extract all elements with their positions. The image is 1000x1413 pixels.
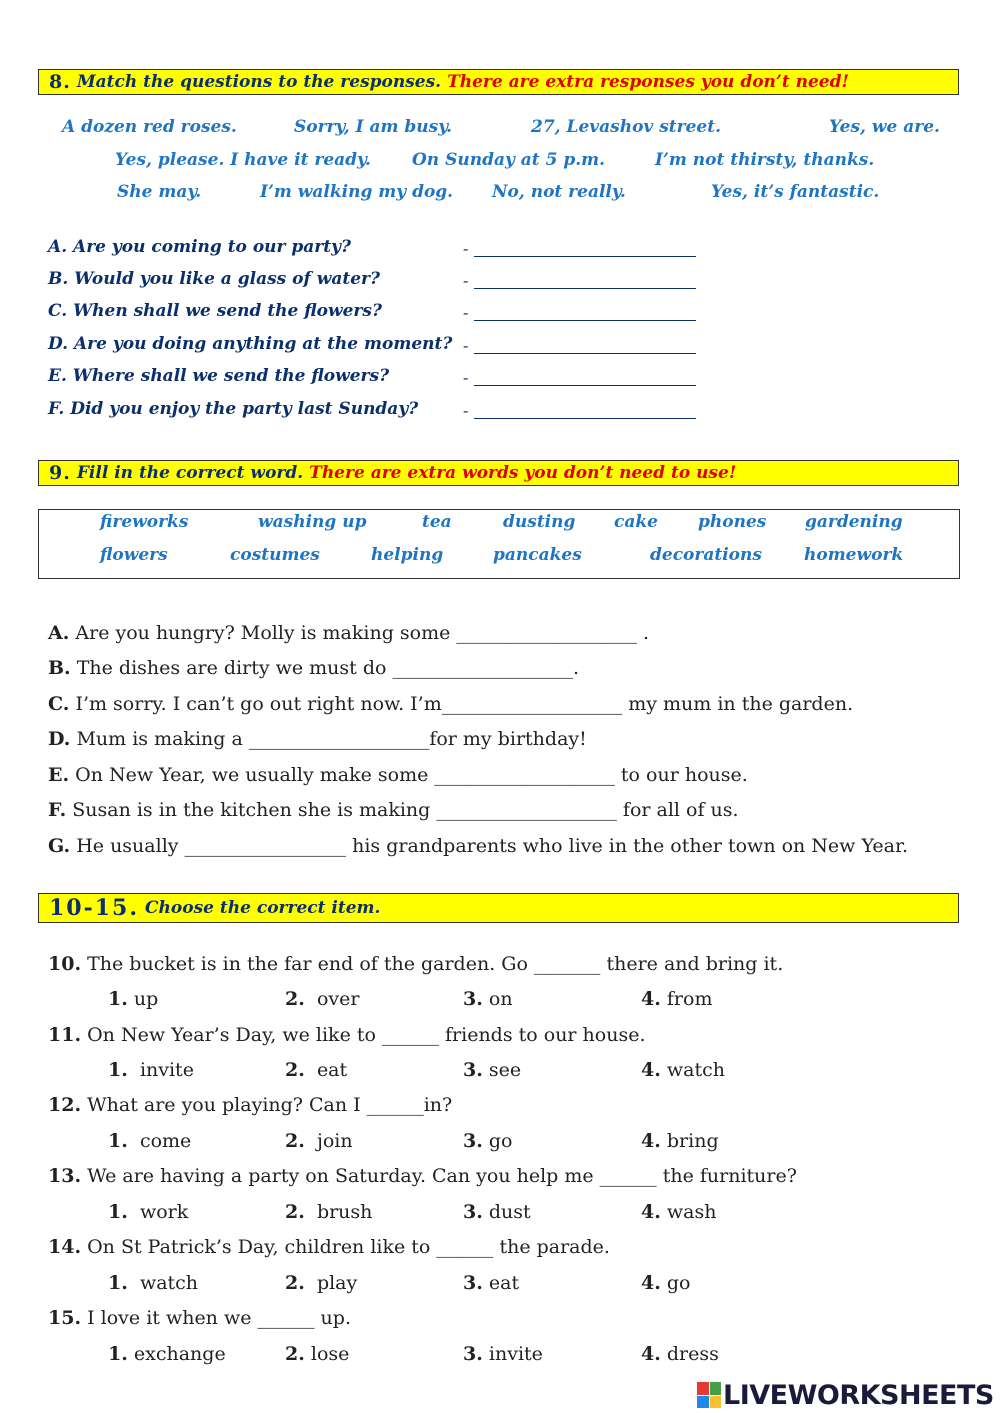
question-item: D. Are you doing anything at the moment?	[48, 334, 453, 354]
option-2[interactable]	[285, 1130, 353, 1152]
response-item[interactable]: Yes, please. I have it ready.	[115, 150, 371, 170]
question-item: F. Did you enjoy the party last Sunday?	[48, 399, 419, 419]
answer-dash: -	[463, 239, 469, 258]
word-bank-item[interactable]: fireworks	[100, 512, 189, 532]
option-2[interactable]	[285, 1059, 347, 1081]
section-instruction: Choose the correct item.	[145, 898, 381, 918]
option-text: play	[316, 1272, 358, 1294]
question-item	[48, 1236, 610, 1258]
question-text: The bucket is in the far end of the garden. Go _______ there and bring it.	[87, 953, 784, 975]
sentence-item[interactable]	[48, 835, 908, 857]
question-item: C. When shall we send the flowers?	[48, 301, 382, 321]
question-number: 10.	[48, 953, 82, 975]
option-text: go	[488, 1130, 513, 1152]
option-number: 2.	[285, 988, 305, 1010]
option-1[interactable]	[108, 988, 158, 1010]
answer-dash: -	[463, 336, 469, 355]
option-2[interactable]	[285, 1201, 372, 1223]
option-number: 3.	[463, 1272, 483, 1294]
sentence-letter: D.	[48, 728, 71, 750]
option-number: 1.	[108, 1201, 128, 1223]
question-text: On New Year’s Day, we like to ______ friends to our house.	[87, 1024, 646, 1046]
option-4[interactable]	[641, 1201, 716, 1223]
response-item[interactable]: On Sunday at 5 p.m.	[412, 150, 606, 170]
question-text: What are you playing? Can I ______in?	[87, 1094, 453, 1116]
option-number: 1.	[108, 988, 128, 1010]
section-warning: There are extra words you don’t need to use!	[309, 463, 737, 483]
option-number: 4.	[641, 1059, 661, 1081]
option-number: 4.	[641, 1130, 661, 1152]
option-text: eat	[316, 1059, 348, 1081]
option-2[interactable]	[285, 988, 359, 1010]
section-8-header	[38, 69, 959, 95]
option-1[interactable]	[108, 1201, 188, 1223]
option-3[interactable]	[463, 1059, 521, 1081]
option-2[interactable]	[285, 1272, 357, 1294]
sentence-item[interactable]	[48, 764, 748, 786]
answer-blank[interactable]	[474, 320, 696, 321]
word-bank-item[interactable]: pancakes	[493, 545, 582, 565]
response-item[interactable]: No, not really.	[492, 182, 626, 202]
logo-square	[697, 1396, 709, 1409]
option-number: 2.	[285, 1059, 305, 1081]
logo-square	[710, 1396, 722, 1409]
word-bank-item[interactable]: costumes	[230, 545, 320, 565]
option-3[interactable]	[463, 1343, 543, 1365]
question-item	[48, 1307, 351, 1329]
option-number: 3.	[463, 988, 483, 1010]
logo-square	[697, 1382, 709, 1395]
option-text: see	[488, 1059, 522, 1081]
sentence-text: On New Year, we usually make some ___________________ to our house.	[75, 764, 748, 786]
option-3[interactable]	[463, 1201, 531, 1223]
sentence-text: Mum is making a ___________________for my birthday!	[76, 728, 587, 750]
option-1[interactable]	[108, 1343, 226, 1365]
word-bank-item[interactable]: homework	[804, 545, 904, 565]
option-4[interactable]	[641, 1272, 691, 1294]
question-item: E. Where shall we send the flowers?	[48, 366, 390, 386]
option-4[interactable]	[641, 1059, 725, 1081]
response-item[interactable]: She may.	[117, 182, 202, 202]
question-number: 11.	[48, 1024, 82, 1046]
logo-square	[710, 1382, 722, 1395]
answer-dash: -	[463, 368, 469, 387]
option-1[interactable]	[108, 1272, 198, 1294]
option-number: 2.	[285, 1272, 305, 1294]
option-text: over	[316, 988, 360, 1010]
section-number: 9.	[49, 462, 71, 484]
response-item[interactable]: 27, Levashov street.	[531, 117, 722, 137]
option-number: 1.	[108, 1343, 128, 1365]
option-number: 4.	[641, 1272, 661, 1294]
option-text: work	[139, 1201, 189, 1223]
option-number: 4.	[641, 1201, 661, 1223]
response-item[interactable]: I’m not thirsty, thanks.	[655, 150, 875, 170]
sentence-letter: F.	[48, 799, 67, 821]
question-item	[48, 953, 783, 975]
sentence-text: The dishes are dirty we must do ___________________.	[76, 657, 580, 679]
option-text: invite	[488, 1343, 543, 1365]
logo-badge-icon	[697, 1382, 721, 1408]
word-bank-item[interactable]: helping	[371, 545, 444, 565]
question-number: 12.	[48, 1094, 82, 1116]
option-1[interactable]	[108, 1130, 191, 1152]
section-warning: There are extra responses you don’t need!	[447, 72, 849, 92]
section-instruction: Fill in the correct word.	[76, 463, 304, 483]
option-text: watch	[666, 1059, 725, 1081]
option-number: 1.	[108, 1059, 128, 1081]
option-number: 3.	[463, 1343, 483, 1365]
sentence-text: Susan is in the kitchen she is making ___________________ for all of us.	[72, 799, 739, 821]
question-item: B. Would you like a glass of water?	[48, 269, 380, 289]
section-number: 8.	[49, 71, 71, 93]
option-number: 2.	[285, 1130, 305, 1152]
question-text: I love it when we ______ up.	[87, 1307, 351, 1329]
option-3[interactable]	[463, 988, 513, 1010]
response-item[interactable]: A dozen red roses.	[62, 117, 237, 137]
word-bank-item[interactable]: cake	[614, 512, 658, 532]
option-1[interactable]	[108, 1059, 194, 1081]
option-text: join	[316, 1130, 353, 1152]
option-number: 2.	[285, 1201, 305, 1223]
word-bank-item[interactable]: gardening	[805, 512, 903, 532]
option-2[interactable]	[285, 1343, 349, 1365]
option-text: dress	[666, 1343, 719, 1365]
option-number: 1.	[108, 1272, 128, 1294]
question-item	[48, 1165, 797, 1187]
option-3[interactable]	[463, 1272, 519, 1294]
sentence-letter: A.	[48, 622, 70, 644]
question-text: On St Patrick’s Day, children like to ______ the parade.	[87, 1236, 610, 1258]
question-item: A. Are you coming to our party?	[48, 237, 351, 257]
answer-dash: -	[463, 303, 469, 322]
option-text: on	[488, 988, 513, 1010]
logo-text: LIVEWORKSHEETS	[723, 1379, 994, 1411]
sentence-item[interactable]	[48, 657, 579, 679]
sentence-item[interactable]	[48, 622, 649, 644]
response-item[interactable]: I’m walking my dog.	[260, 182, 454, 202]
answer-blank[interactable]	[474, 288, 696, 289]
word-bank-item[interactable]: decorations	[650, 545, 762, 565]
sentence-item[interactable]	[48, 728, 587, 750]
option-4[interactable]	[641, 1130, 719, 1152]
option-text: exchange	[133, 1343, 226, 1365]
answer-blank[interactable]	[474, 385, 696, 386]
option-4[interactable]	[641, 1343, 719, 1365]
option-text: lose	[310, 1343, 350, 1365]
sentence-text: I’m sorry. I can’t go out right now. I’m___________________ my mum in the garden.	[75, 693, 854, 715]
question-number: 13.	[48, 1165, 82, 1187]
option-text: dust	[488, 1201, 531, 1223]
option-text: wash	[666, 1201, 717, 1223]
section-number: 10-15.	[49, 895, 140, 921]
answer-dash: -	[463, 271, 469, 290]
response-item[interactable]: Yes, we are.	[829, 117, 940, 137]
question-number: 14.	[48, 1236, 82, 1258]
answer-blank[interactable]	[474, 353, 696, 354]
option-text: watch	[139, 1272, 199, 1294]
word-bank-item[interactable]: phones	[698, 512, 767, 532]
option-3[interactable]	[463, 1130, 513, 1152]
option-number: 4.	[641, 988, 661, 1010]
option-text: come	[139, 1130, 192, 1152]
option-text: from	[666, 988, 713, 1010]
option-text: invite	[139, 1059, 194, 1081]
option-text: bring	[666, 1130, 719, 1152]
option-number: 3.	[463, 1059, 483, 1081]
question-number: 15.	[48, 1307, 82, 1329]
sentence-item[interactable]	[48, 693, 853, 715]
option-text: go	[666, 1272, 691, 1294]
sentence-letter: G.	[48, 835, 71, 857]
answer-dash: -	[463, 401, 469, 420]
option-4[interactable]	[641, 988, 712, 1010]
word-bank-item[interactable]: washing up	[258, 512, 367, 532]
section-10-15-header	[38, 893, 959, 923]
answer-blank[interactable]	[474, 418, 696, 419]
word-bank-item[interactable]: flowers	[100, 545, 168, 565]
response-item[interactable]: Yes, it’s fantastic.	[711, 182, 880, 202]
option-number: 4.	[641, 1343, 661, 1365]
sentence-item[interactable]	[48, 799, 739, 821]
option-number: 1.	[108, 1130, 128, 1152]
word-bank-item[interactable]: dusting	[503, 512, 576, 532]
option-number: 3.	[463, 1130, 483, 1152]
sentence-letter: E.	[48, 764, 70, 786]
option-number: 2.	[285, 1343, 305, 1365]
section-instruction: Match the questions to the responses.	[76, 72, 442, 92]
sentence-text: He usually _________________ his grandparents who live in the other town on New Year.	[76, 835, 908, 857]
question-text: We are having a party on Saturday. Can you help me ______ the furniture?	[87, 1165, 797, 1187]
answer-blank[interactable]	[474, 256, 696, 257]
sentence-letter: C.	[48, 693, 70, 715]
sentence-letter: B.	[48, 657, 71, 679]
word-bank-item[interactable]: tea	[422, 512, 452, 532]
liveworksheets-logo[interactable]	[697, 1378, 994, 1412]
option-number: 3.	[463, 1201, 483, 1223]
question-item	[48, 1024, 646, 1046]
option-text: eat	[488, 1272, 520, 1294]
option-text: brush	[316, 1201, 373, 1223]
response-item[interactable]: Sorry, I am busy.	[294, 117, 453, 137]
question-item	[48, 1094, 452, 1116]
option-text: up	[133, 988, 159, 1010]
sentence-text: Are you hungry? Molly is making some ___________________ .	[75, 622, 649, 644]
section-9-header	[38, 460, 959, 486]
